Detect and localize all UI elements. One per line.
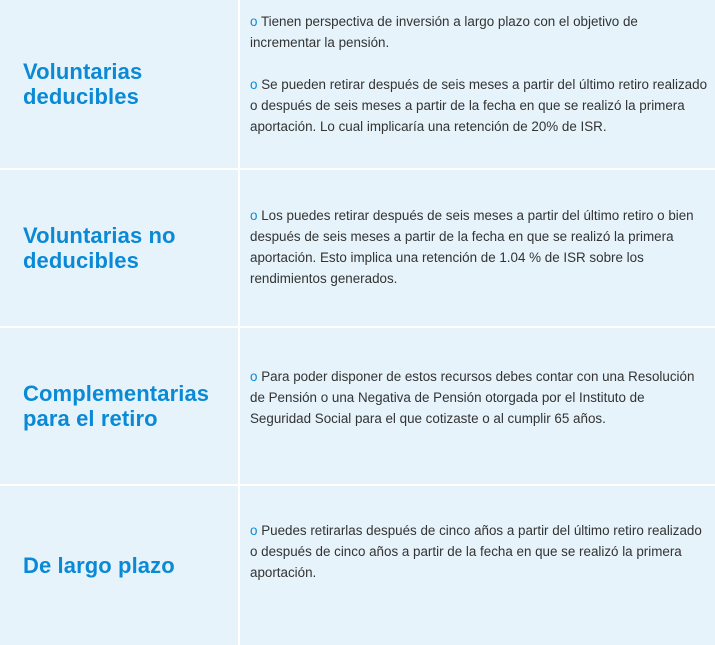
row-label: Voluntarias no deducibles — [23, 223, 176, 273]
row-label-cell — [0, 486, 238, 645]
row-label: Voluntarias deducibles — [23, 59, 143, 109]
description-paragraph — [250, 74, 709, 137]
description-paragraph — [250, 11, 709, 53]
row-label-cell — [0, 0, 238, 168]
bullet-marker: o — [250, 369, 258, 384]
description-paragraph — [250, 205, 709, 289]
bullet-marker: o — [250, 523, 258, 538]
row-description-cell — [240, 486, 715, 645]
row-label: De largo plazo — [23, 553, 175, 578]
description-paragraph — [250, 366, 709, 429]
description-paragraph — [250, 520, 709, 583]
row-description-cell — [240, 170, 715, 326]
row-description-cell — [240, 0, 715, 168]
description-text: Tienen perspectiva de inversión a largo plazo con el objetivo de incrementar la pensión. — [250, 14, 638, 50]
bullet-marker: o — [250, 77, 258, 92]
description-text: Para poder disponer de estos recursos debes contar con una Resolución de Pensión o una Negativa de Pensión otorgada por el Instituto de Seguridad Social para el que cotizaste o al cumplir 65 años. — [250, 369, 695, 426]
bullet-marker: o — [250, 14, 258, 29]
description-text: Se pueden retirar después de seis meses a partir del último retiro realizado o después de seis meses a partir de la fecha en que se realizó la primera aportación. Lo cual implicaría una retención de 20% de ISR. — [250, 77, 708, 134]
row-label-cell — [0, 328, 238, 484]
row-label-cell — [0, 170, 238, 326]
bullet-marker: o — [250, 208, 258, 223]
description-text: Puedes retirarlas después de cinco años a partir del último retiro realizado o después de cinco años a partir de la fecha en que se realizó la primera aportación. — [250, 523, 702, 580]
row-label: Complementarias para el retiro — [23, 381, 210, 431]
description-text: Los puedes retirar después de seis meses a partir del último retiro o bien después de seis meses a partir de la fecha en que se realizó la primera aportación. Esto implica una retención de 1.04 % de ISR sobre los rendimientos generados. — [250, 208, 694, 286]
row-description-cell — [240, 328, 715, 484]
